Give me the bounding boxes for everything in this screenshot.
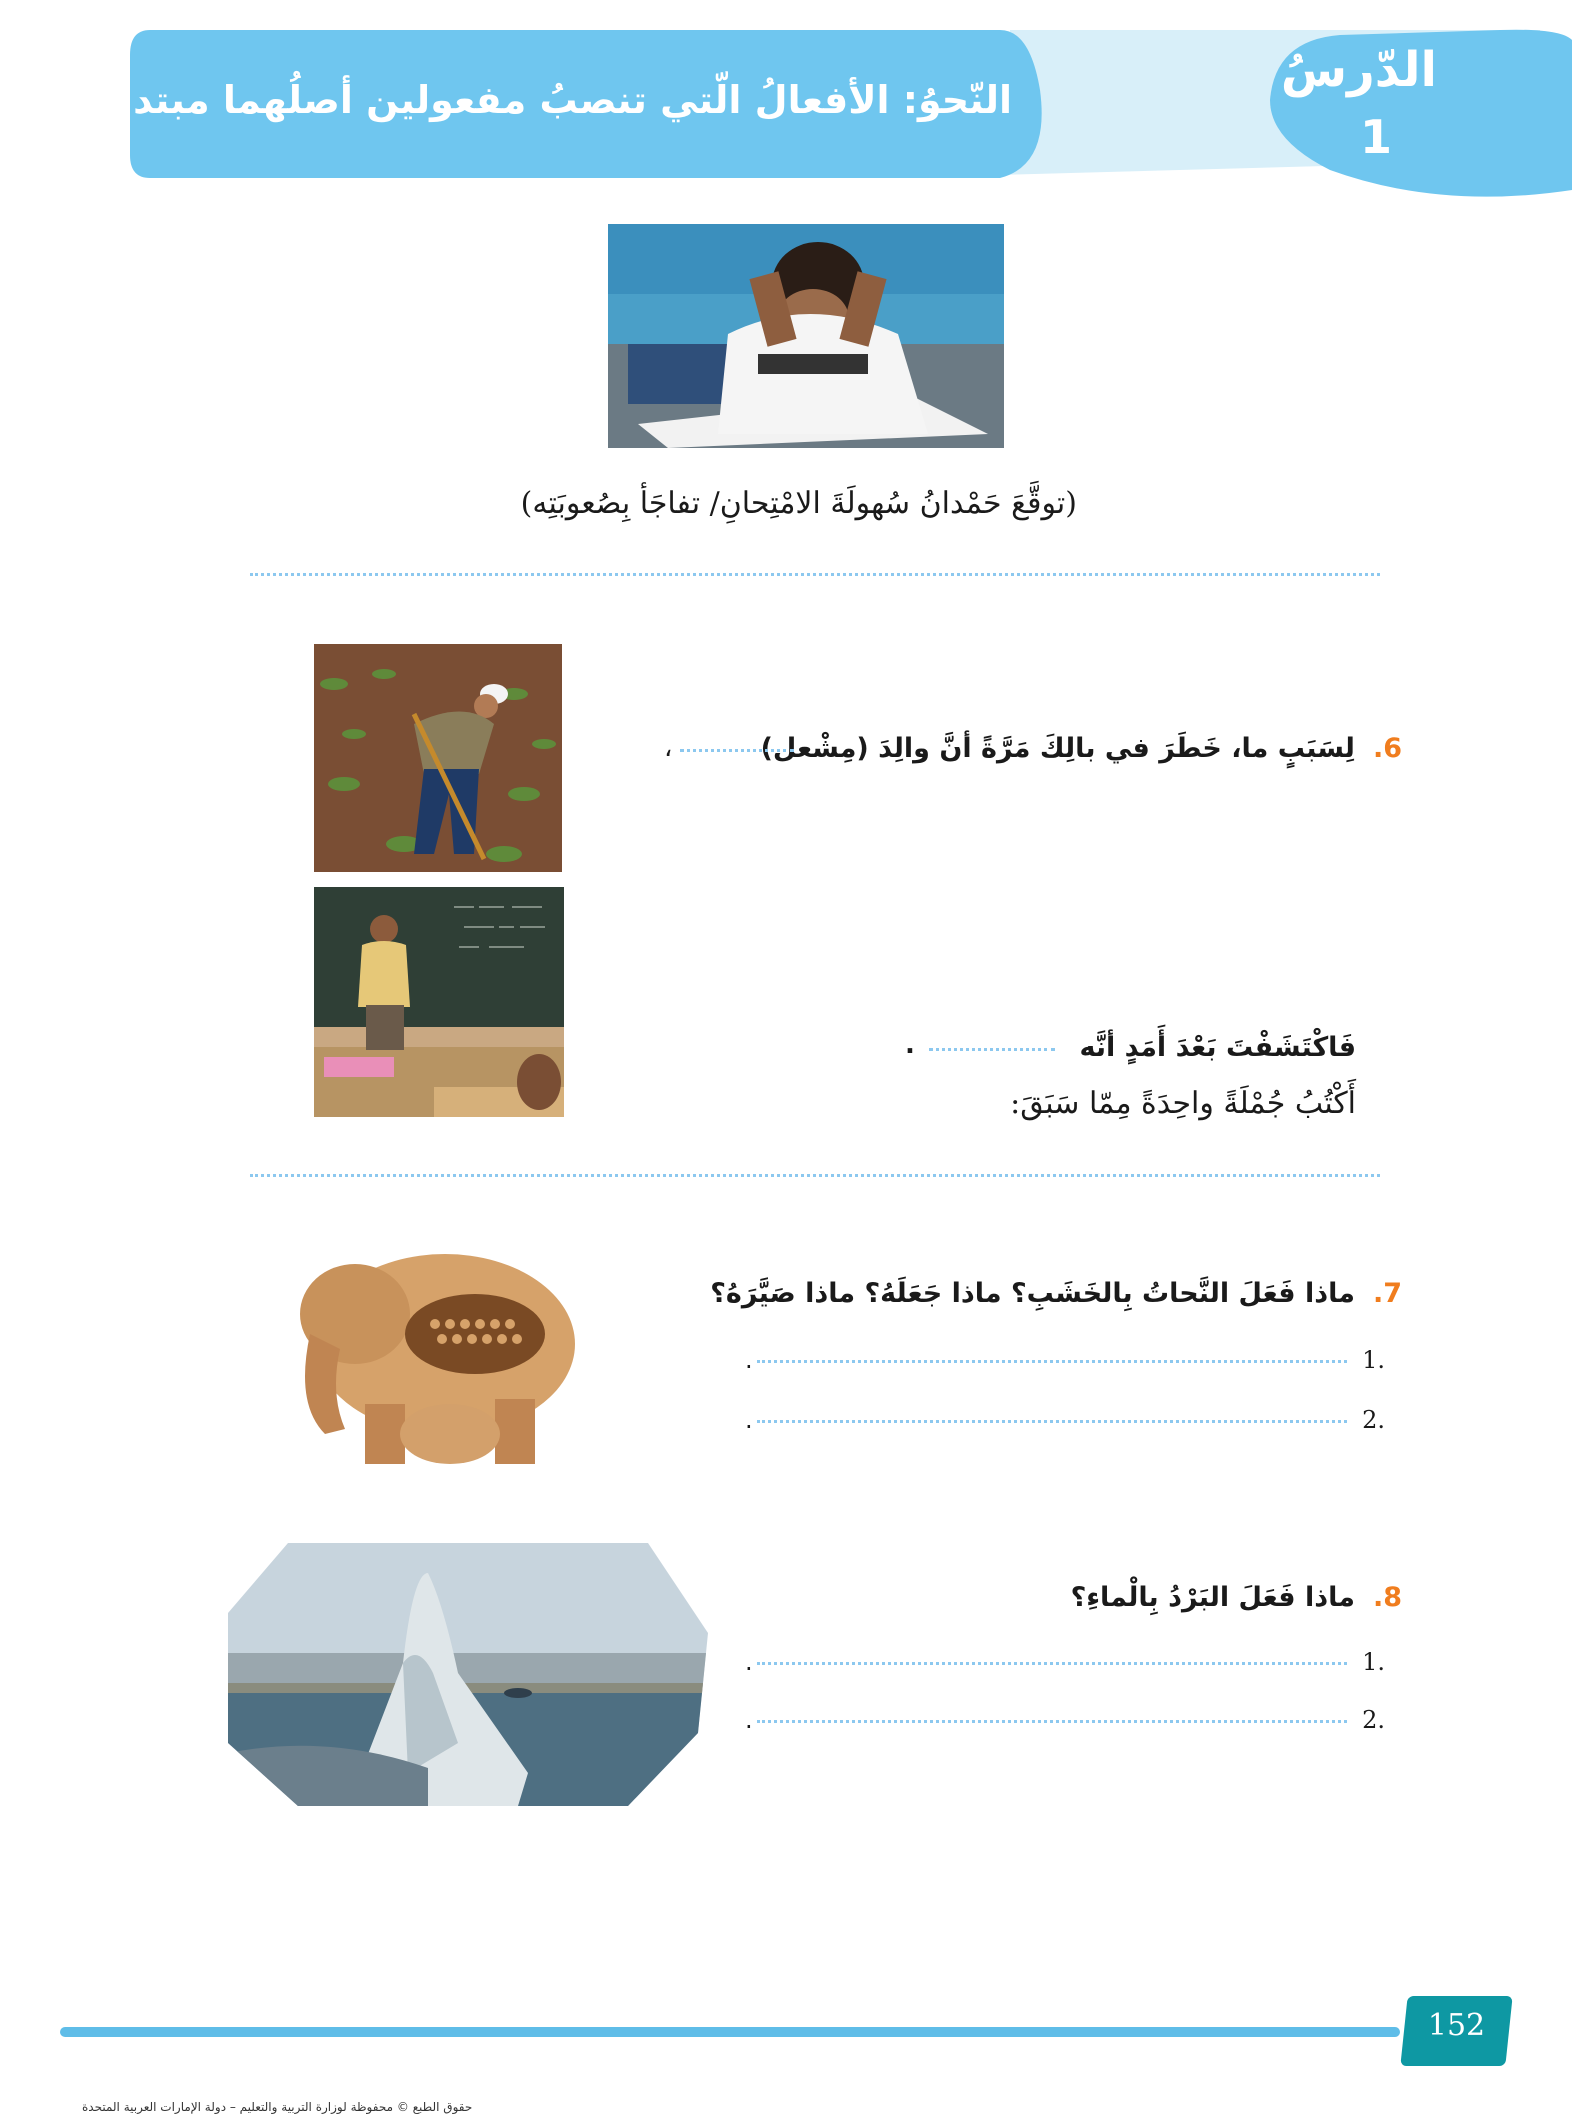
wooden-elephant-photo — [285, 1234, 595, 1479]
answer-line-2[interactable]: . 2. — [745, 1406, 1385, 1434]
lesson-title: النّحوُ: الأفعالُ الّتي تنصبُ مفعولين أصلُهما مبتدأ وخبرٌ — [16, 78, 1012, 122]
question-6-continuation: فَاكْتَشَفْتَ بَعْدَ أَمَدٍ أنَّه — [1079, 1032, 1356, 1063]
question-7 — [710, 1278, 1402, 1309]
section-divider — [250, 573, 1380, 576]
question-8 — [1071, 1582, 1402, 1613]
question-text: لِسَبَبٍ ما، خَطَرَ في بالِكَ مَرَّةً أنَّ والِدَ (مِشْعل) — [760, 733, 1355, 764]
answer-blank[interactable]: . — [905, 1032, 1055, 1062]
question-6 — [761, 733, 1402, 764]
question-number: 6. — [1372, 733, 1402, 764]
question-text: ماذا فَعَلَ البَرْدُ بِالْماءِ؟ — [1070, 1582, 1355, 1613]
frozen-waves-photo — [228, 1543, 708, 1806]
answer-line-2[interactable]: . 2. — [745, 1706, 1385, 1734]
answer-line-1[interactable]: . 1. — [745, 1346, 1385, 1374]
lesson-label: الدّرسُ — [1280, 42, 1437, 98]
footer-bar — [60, 2027, 1400, 2037]
lesson-number: 1 — [1359, 110, 1392, 164]
question-text: ماذا فَعَلَ النَّحاتُ بِالخَشَبِ؟ ماذا جَعَلَهُ؟ ماذا صَيَّرَهُ؟ — [710, 1278, 1355, 1309]
student-exam-photo — [608, 224, 1004, 448]
instruction: أَكْتُبُ جُمْلَةً واحِدَةً مِمّا سَبَقَ: — [1010, 1086, 1356, 1121]
question-number: 7. — [1372, 1278, 1402, 1309]
farmer-photo — [314, 644, 562, 872]
copyright-notice: حقوق الطبع © محفوظة لوزارة التربية والتعليم – دولة الإمارات العربية المتحدة — [82, 2100, 473, 2114]
teacher-photo — [314, 887, 564, 1117]
photo-caption: (توقَّعَ حَمْدانُ سُهولَةَ الامْتِحانِ/ تفاجَأ بِصُعوبَتِه) — [520, 486, 1077, 521]
answer-blank[interactable]: ، — [664, 733, 794, 763]
answer-line-1[interactable]: . 1. — [745, 1648, 1385, 1676]
question-number: 8. — [1372, 1582, 1402, 1613]
page-number: 152 — [1427, 2008, 1486, 2043]
section-divider — [250, 1174, 1380, 1177]
